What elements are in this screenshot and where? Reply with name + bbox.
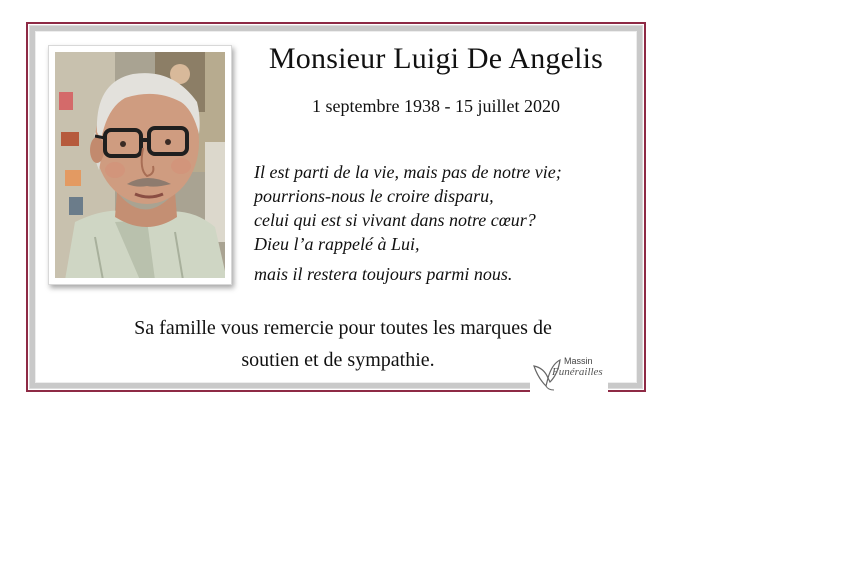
thanks-line: soutien et de sympathie.: [241, 349, 435, 371]
portrait-frame: [48, 45, 232, 285]
thanks-line: Sa famille vous remercie pour toutes les marques de: [134, 317, 552, 339]
logo-brand-text: Massin: [564, 356, 593, 366]
funeral-home-logo: [530, 354, 608, 392]
poem-line: celui qui est si vivant dans notre cœur?: [254, 210, 536, 230]
life-dates: 1 septembre 1938 - 15 juillet 2020: [312, 96, 560, 116]
poem-line: pourrions-nous le croire disparu,: [254, 186, 494, 206]
deceased-name-title: Monsieur Luigi De Angelis: [268, 42, 604, 75]
poem: [254, 160, 634, 286]
poem-line: mais il restera toujours parmi nous.: [254, 264, 513, 284]
portrait-photo: [55, 52, 225, 278]
poem-line: Il est parti de la vie, mais pas de notre vie;: [254, 162, 562, 182]
portrait-illustration: [55, 52, 225, 278]
poem-line: Dieu l’a rappelé à Lui,: [254, 234, 420, 254]
logo-script-text: Funérailles: [552, 366, 603, 378]
